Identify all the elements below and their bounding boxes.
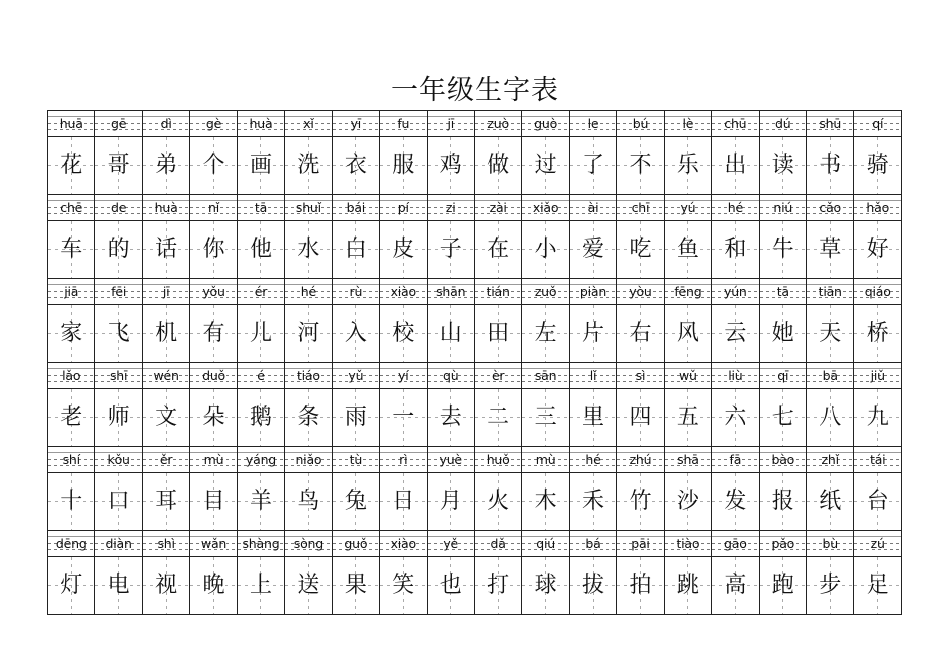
pinyin-cell: èr [474, 363, 521, 389]
pinyin-cell: shī [95, 363, 142, 389]
pinyin-cell: huà [237, 111, 284, 137]
pinyin-cell: guǒ [332, 531, 379, 557]
character-cell: 鸡 [427, 137, 474, 195]
character-cell: 球 [522, 557, 569, 615]
character-cell: 跑 [759, 557, 806, 615]
pinyin-cell: bù [807, 531, 854, 557]
character-cell: 视 [142, 557, 189, 615]
pinyin-cell: kǒu [95, 447, 142, 473]
pinyin-cell: shí [48, 447, 95, 473]
pinyin-cell: chī [617, 195, 664, 221]
pinyin-cell: sān [522, 363, 569, 389]
pinyin-cell: guò [522, 111, 569, 137]
pinyin-cell: hé [569, 447, 616, 473]
character-cell: 一 [380, 389, 427, 447]
character-cell: 六 [712, 389, 759, 447]
pinyin-cell: hǎo [854, 195, 902, 221]
character-cell: 耳 [142, 473, 189, 531]
character-cell: 山 [427, 305, 474, 363]
character-cell: 足 [854, 557, 902, 615]
character-cell: 乐 [664, 137, 711, 195]
character-cell: 二 [474, 389, 521, 447]
character-cell: 白 [332, 221, 379, 279]
character-row [48, 389, 902, 447]
pinyin-cell: qù [427, 363, 474, 389]
pinyin-cell: zài [474, 195, 521, 221]
pinyin-cell: fu [380, 111, 427, 137]
character-cell: 的 [95, 221, 142, 279]
character-cell: 八 [807, 389, 854, 447]
character-cell: 目 [190, 473, 237, 531]
pinyin-cell: chē [48, 195, 95, 221]
character-cell: 入 [332, 305, 379, 363]
pinyin-cell: rù [332, 279, 379, 305]
pinyin-cell: wǔ [664, 363, 711, 389]
pinyin-cell: shuǐ [285, 195, 332, 221]
character-cell: 做 [474, 137, 521, 195]
pinyin-cell: xǐ [285, 111, 332, 137]
character-row [48, 137, 902, 195]
character-cell: 灯 [48, 557, 95, 615]
pinyin-cell: lǎo [48, 363, 95, 389]
character-cell: 风 [664, 305, 711, 363]
pinyin-cell: yǒu [190, 279, 237, 305]
character-cell: 洗 [285, 137, 332, 195]
character-cell: 个 [190, 137, 237, 195]
character-cell: 子 [427, 221, 474, 279]
character-cell: 不 [617, 137, 664, 195]
pinyin-cell: tiào [664, 531, 711, 557]
pinyin-row [48, 111, 902, 137]
character-cell: 书 [807, 137, 854, 195]
pinyin-cell: zuò [474, 111, 521, 137]
character-cell: 去 [427, 389, 474, 447]
character-cell: 弟 [142, 137, 189, 195]
character-cell: 鸟 [285, 473, 332, 531]
character-cell: 月 [427, 473, 474, 531]
pinyin-cell: huǒ [474, 447, 521, 473]
character-cell: 左 [522, 305, 569, 363]
character-cell: 和 [712, 221, 759, 279]
character-cell: 师 [95, 389, 142, 447]
character-cell: 电 [95, 557, 142, 615]
character-row [48, 557, 902, 615]
pinyin-cell: é [237, 363, 284, 389]
character-cell: 过 [522, 137, 569, 195]
character-cell: 你 [190, 221, 237, 279]
character-cell: 在 [474, 221, 521, 279]
character-cell: 鹅 [237, 389, 284, 447]
pinyin-cell: mù [190, 447, 237, 473]
pinyin-cell: diàn [95, 531, 142, 557]
pinyin-row [48, 279, 902, 305]
character-cell: 出 [712, 137, 759, 195]
character-cell: 拍 [617, 557, 664, 615]
character-cell: 里 [569, 389, 616, 447]
pinyin-cell: duǒ [190, 363, 237, 389]
character-cell: 服 [380, 137, 427, 195]
character-cell: 鱼 [664, 221, 711, 279]
character-cell: 骑 [854, 137, 902, 195]
pinyin-cell: hé [285, 279, 332, 305]
character-cell: 上 [237, 557, 284, 615]
character-cell: 竹 [617, 473, 664, 531]
character-cell: 牛 [759, 221, 806, 279]
pinyin-cell: piàn [569, 279, 616, 305]
pinyin-row [48, 195, 902, 221]
character-cell: 果 [332, 557, 379, 615]
pinyin-cell: zú [854, 531, 902, 557]
pinyin-cell: tái [854, 447, 902, 473]
character-cell: 台 [854, 473, 902, 531]
pinyin-cell: pí [380, 195, 427, 221]
character-cell: 她 [759, 305, 806, 363]
character-cell: 哥 [95, 137, 142, 195]
character-cell: 九 [854, 389, 902, 447]
character-cell: 好 [854, 221, 902, 279]
character-cell: 沙 [664, 473, 711, 531]
pinyin-cell: shā [664, 447, 711, 473]
pinyin-cell: le [569, 111, 616, 137]
pinyin-cell: yú [664, 195, 711, 221]
character-cell: 桥 [854, 305, 902, 363]
character-cell: 也 [427, 557, 474, 615]
pinyin-cell: yún [712, 279, 759, 305]
pinyin-cell: qī [759, 363, 806, 389]
pinyin-cell: zhú [617, 447, 664, 473]
character-cell: 口 [95, 473, 142, 531]
pinyin-cell: shì [142, 531, 189, 557]
character-cell: 衣 [332, 137, 379, 195]
character-cell: 天 [807, 305, 854, 363]
pinyin-cell: jiā [48, 279, 95, 305]
character-cell: 十 [48, 473, 95, 531]
pinyin-cell: zhǐ [807, 447, 854, 473]
pinyin-cell: tián [474, 279, 521, 305]
pinyin-cell: shàng [237, 531, 284, 557]
character-cell: 河 [285, 305, 332, 363]
character-cell: 机 [142, 305, 189, 363]
character-cell: 花 [48, 137, 95, 195]
page-title: 一年级生字表 [391, 75, 559, 106]
character-cell: 纸 [807, 473, 854, 531]
pinyin-cell: xiào [380, 531, 427, 557]
pinyin-cell: gāo [712, 531, 759, 557]
pinyin-cell: cǎo [807, 195, 854, 221]
character-cell: 雨 [332, 389, 379, 447]
character-cell: 条 [285, 389, 332, 447]
character-cell: 高 [712, 557, 759, 615]
pinyin-cell: lǐ [569, 363, 616, 389]
pinyin-cell: pǎo [759, 531, 806, 557]
pinyin-cell: sì [617, 363, 664, 389]
character-cell: 拔 [569, 557, 616, 615]
pinyin-cell: ěr [142, 447, 189, 473]
pinyin-cell: shū [807, 111, 854, 137]
character-cell: 田 [474, 305, 521, 363]
pinyin-cell: xiǎo [522, 195, 569, 221]
character-cell: 发 [712, 473, 759, 531]
character-cell: 话 [142, 221, 189, 279]
character-cell: 日 [380, 473, 427, 531]
pinyin-cell: bú [617, 111, 664, 137]
pinyin-cell: tù [332, 447, 379, 473]
pinyin-cell: yǔ [332, 363, 379, 389]
character-cell: 火 [474, 473, 521, 531]
pinyin-cell: wǎn [190, 531, 237, 557]
pinyin-cell: huà [142, 195, 189, 221]
character-cell: 有 [190, 305, 237, 363]
pinyin-cell: jī [427, 111, 474, 137]
character-cell: 笑 [380, 557, 427, 615]
character-cell: 爱 [569, 221, 616, 279]
pinyin-cell: yòu [617, 279, 664, 305]
character-cell: 校 [380, 305, 427, 363]
character-row [48, 305, 902, 363]
pinyin-cell: tiān [807, 279, 854, 305]
pinyin-cell: liù [712, 363, 759, 389]
character-cell: 兔 [332, 473, 379, 531]
character-cell: 读 [759, 137, 806, 195]
pinyin-cell: zuǒ [522, 279, 569, 305]
pinyin-cell: dǎ [474, 531, 521, 557]
character-cell: 飞 [95, 305, 142, 363]
pinyin-cell: yuè [427, 447, 474, 473]
character-cell: 画 [237, 137, 284, 195]
pinyin-cell: mù [522, 447, 569, 473]
pinyin-cell: yáng [237, 447, 284, 473]
pinyin-cell: tā [759, 279, 806, 305]
pinyin-cell: shān [427, 279, 474, 305]
character-cell: 片 [569, 305, 616, 363]
pinyin-row [48, 363, 902, 389]
character-cell: 家 [48, 305, 95, 363]
character-cell: 皮 [380, 221, 427, 279]
pinyin-cell: yě [427, 531, 474, 557]
pinyin-cell: yí [380, 363, 427, 389]
character-cell: 七 [759, 389, 806, 447]
character-cell: 儿 [237, 305, 284, 363]
character-cell: 老 [48, 389, 95, 447]
pinyin-cell: yī [332, 111, 379, 137]
character-cell: 小 [522, 221, 569, 279]
character-cell: 水 [285, 221, 332, 279]
pinyin-cell: de [95, 195, 142, 221]
character-cell: 羊 [237, 473, 284, 531]
pinyin-row [48, 531, 902, 557]
pinyin-cell: chū [712, 111, 759, 137]
character-row [48, 221, 902, 279]
pinyin-cell: qí [854, 111, 902, 137]
pinyin-cell: xiào [380, 279, 427, 305]
character-cell: 五 [664, 389, 711, 447]
pinyin-cell: hé [712, 195, 759, 221]
pinyin-cell: wén [142, 363, 189, 389]
pinyin-cell: ér [237, 279, 284, 305]
pinyin-cell: jī [142, 279, 189, 305]
character-cell: 右 [617, 305, 664, 363]
pinyin-cell: dì [142, 111, 189, 137]
pinyin-cell: rì [380, 447, 427, 473]
pinyin-cell: dú [759, 111, 806, 137]
character-cell: 木 [522, 473, 569, 531]
pinyin-cell: qiáo [854, 279, 902, 305]
character-cell: 吃 [617, 221, 664, 279]
pinyin-cell: nǐ [190, 195, 237, 221]
pinyin-row [48, 447, 902, 473]
pinyin-cell: niú [759, 195, 806, 221]
pinyin-cell: zi [427, 195, 474, 221]
pinyin-cell: bái [332, 195, 379, 221]
pinyin-cell: gè [190, 111, 237, 137]
character-cell: 文 [142, 389, 189, 447]
character-cell: 他 [237, 221, 284, 279]
pinyin-cell: bào [759, 447, 806, 473]
character-cell: 禾 [569, 473, 616, 531]
pinyin-cell: tiáo [285, 363, 332, 389]
pinyin-cell: lè [664, 111, 711, 137]
character-cell: 送 [285, 557, 332, 615]
pinyin-cell: gē [95, 111, 142, 137]
character-cell: 车 [48, 221, 95, 279]
character-cell: 云 [712, 305, 759, 363]
pinyin-cell: fā [712, 447, 759, 473]
character-table [47, 110, 902, 615]
character-cell: 三 [522, 389, 569, 447]
character-cell: 草 [807, 221, 854, 279]
pinyin-cell: bā [807, 363, 854, 389]
pinyin-cell: pāi [617, 531, 664, 557]
pinyin-cell: jiǔ [854, 363, 902, 389]
character-cell: 报 [759, 473, 806, 531]
character-cell: 了 [569, 137, 616, 195]
character-cell: 打 [474, 557, 521, 615]
pinyin-cell: sòng [285, 531, 332, 557]
pinyin-cell: qiú [522, 531, 569, 557]
pinyin-cell: bá [569, 531, 616, 557]
character-cell: 晚 [190, 557, 237, 615]
pinyin-cell: dēng [48, 531, 95, 557]
pinyin-cell: fēng [664, 279, 711, 305]
pinyin-cell: ài [569, 195, 616, 221]
character-cell: 四 [617, 389, 664, 447]
pinyin-cell: niǎo [285, 447, 332, 473]
pinyin-cell: fēi [95, 279, 142, 305]
character-cell: 朵 [190, 389, 237, 447]
pinyin-cell: huā [48, 111, 95, 137]
character-cell: 步 [807, 557, 854, 615]
character-cell: 跳 [664, 557, 711, 615]
pinyin-cell: tā [237, 195, 284, 221]
character-row [48, 473, 902, 531]
